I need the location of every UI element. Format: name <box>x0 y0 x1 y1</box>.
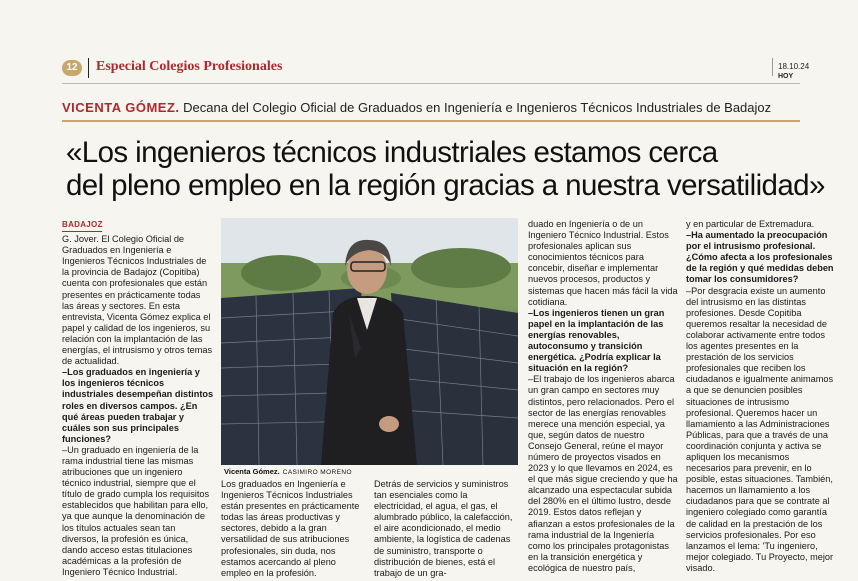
article-column-2 <box>221 479 366 579</box>
article-paragraph: duado en Ingeniería o de un Ingeniero Técnico Industrial. Estos profesionales aplican sus conocimientos técnicos para concebir, diseñar e implementar nuevos procesos, productos y sistemas que hacen más fácil la vida cotidiana. <box>528 219 678 307</box>
article-column-4 <box>686 219 836 574</box>
article-paragraph: G. Jover. El Colegio Oficial de Graduados en Ingeniería e Ingenieros Técnicos Industriales de la provincia de Badajoz (Copitiba) cuenta con profesionales que están presentes en prácticamente todas las áreas y sectores. En esta entrevista, Vicenta Gómez explica el papel y calidad de los ingenieros, su relación con la implantación de las energías, el intrusismo y otros temas de actualidad. <box>62 234 213 367</box>
portrait-photo <box>221 218 518 465</box>
article-paragraph: –Un graduado en ingeniería de la rama industrial tiene las mismas atribuciones que un ingeniero técnico industrial, siempre que el título de grado cumpla los requisitos establecidos que habilitan para ello, ya que aunque la denominación de los títulos actuales sean tan diversos, la profesión es única, dando acceso estas titulaciones académicas a la profesión de Ingeniero Técnico Industrial. <box>62 444 210 577</box>
article-paragraph: –El trabajo de los ingenieros abarca un gran campo en sectores muy distintos, pero relacionados. Pero el sector de las energías renovables merece una mención especial, ya que, según datos de nuestro Consejo General, reúne el mayor número de proyectos visados en 2023 y lo que llevamos en 2024, es el que más sigue creciendo y que ha alcanzado una espectacular subida del 280% en el último lustro, desde 2019. Estos datos reflejan y afianzan a estos profesionales de la rama industrial de la Ingeniería como los principales protagonistas en la transición energética y ecológica de nuestro país, <box>528 374 678 573</box>
article-paragraph: y en particular de Extremadura. <box>686 219 815 229</box>
dateline: BADAJOZ <box>62 220 103 229</box>
headline-line-1: «Los ingenieros técnicos industriales estamos cerca <box>66 136 718 169</box>
headline-line-2: del pleno empleo en la región gracias a nuestra versatilidad» <box>66 169 825 202</box>
interview-question: –Los graduados en ingeniería y los ingenieros técnicos industriales desempeñan distintos roles en diversos campos. ¿En qué áreas pueden trabajar y cuáles son sus principales funciones? <box>62 367 214 444</box>
photo-credit: CASIMIRO MORENO <box>282 469 352 476</box>
article-column-3 <box>528 219 678 574</box>
date-divider <box>772 58 773 76</box>
article-column-1 <box>62 219 214 578</box>
photo-caption <box>224 467 352 476</box>
photo-illustration <box>221 218 518 465</box>
interview-question: –Los ingenieros tienen un gran papel en la implantación de las energías renovables, autoconsumo y transición energética. ¿Podría explicar la situación en la región? <box>528 307 665 374</box>
kicker-name: VICENTA GÓMEZ. <box>62 100 180 115</box>
kicker-role: Decana del Colegio Oficial de Graduados en Ingeniería e Ingenieros Técnicos Industriales de Badajoz <box>183 100 772 115</box>
header-date <box>778 62 812 80</box>
article-column-3-bottom <box>374 479 519 579</box>
issue-date: 18.10.24 <box>778 62 810 71</box>
newspaper-brand: HOY <box>778 73 794 80</box>
header-rule <box>62 83 800 84</box>
dateline-rule <box>62 231 102 232</box>
article-paragraph: Los graduados en Ingeniería e Ingenieros Técnicos Industriales están presentes en prácticamente todas las áreas productivas y sectores, debido a la gran versatilidad de sus atribuciones profesionales, sin duda, nos estamos acercando al pleno empleo en la profesión. <box>221 479 360 578</box>
section-title: Especial Colegios Profesionales <box>96 59 283 74</box>
kicker-rule <box>62 120 800 122</box>
interview-question: –Ha aumentado la preocupación por el intrusismo profesional. ¿Cómo afecta a los profesionales de la región y qué medidas deben tomar los consumidores? <box>686 230 834 285</box>
page-number-badge: 12 <box>62 60 82 76</box>
caption-name: Vicenta Gómez. <box>224 467 280 476</box>
headline <box>66 136 826 202</box>
kicker <box>62 100 822 115</box>
article-paragraph: –Por desgracia existe un aumento del intrusismo en las distintas profesiones. Desde Copitiba queremos resaltar la necesidad de colaborar activamente entre todos los agentes presentes en la prestación de los servicios profesionales que reciben los ciudadanos e igualmente animamos a que se denuncien posibles situaciones de intrusismo profesional. Queremos hacer un llamamiento a las Administraciones Públicas, para que a través de una coordinación conjunta y activa se apliquen los mecanismos necesarios para prevenir, en lo posible, estas situaciones. También, hacemos un llamamiento a los ciudadanos para que se contrate al ingeniero colegiado como garantía de calidad en la prestación de los servicios profesionales. Por eso lanzamos el lema: 'Tu ingeniero, mejor colegiado. Tu Proyecto, mejor visado. <box>686 285 834 573</box>
article-paragraph: Detrás de servicios y suministros tan esenciales como la electricidad, el agua, el gas, el alumbrado público, la calefacción, el aire acondicionado, el medio ambiente, la logística de cadenas de suministro, transporte o distribución de bienes, está el trabajo de un gra- <box>374 479 513 578</box>
header-divider <box>88 58 89 78</box>
page-header <box>62 56 812 78</box>
